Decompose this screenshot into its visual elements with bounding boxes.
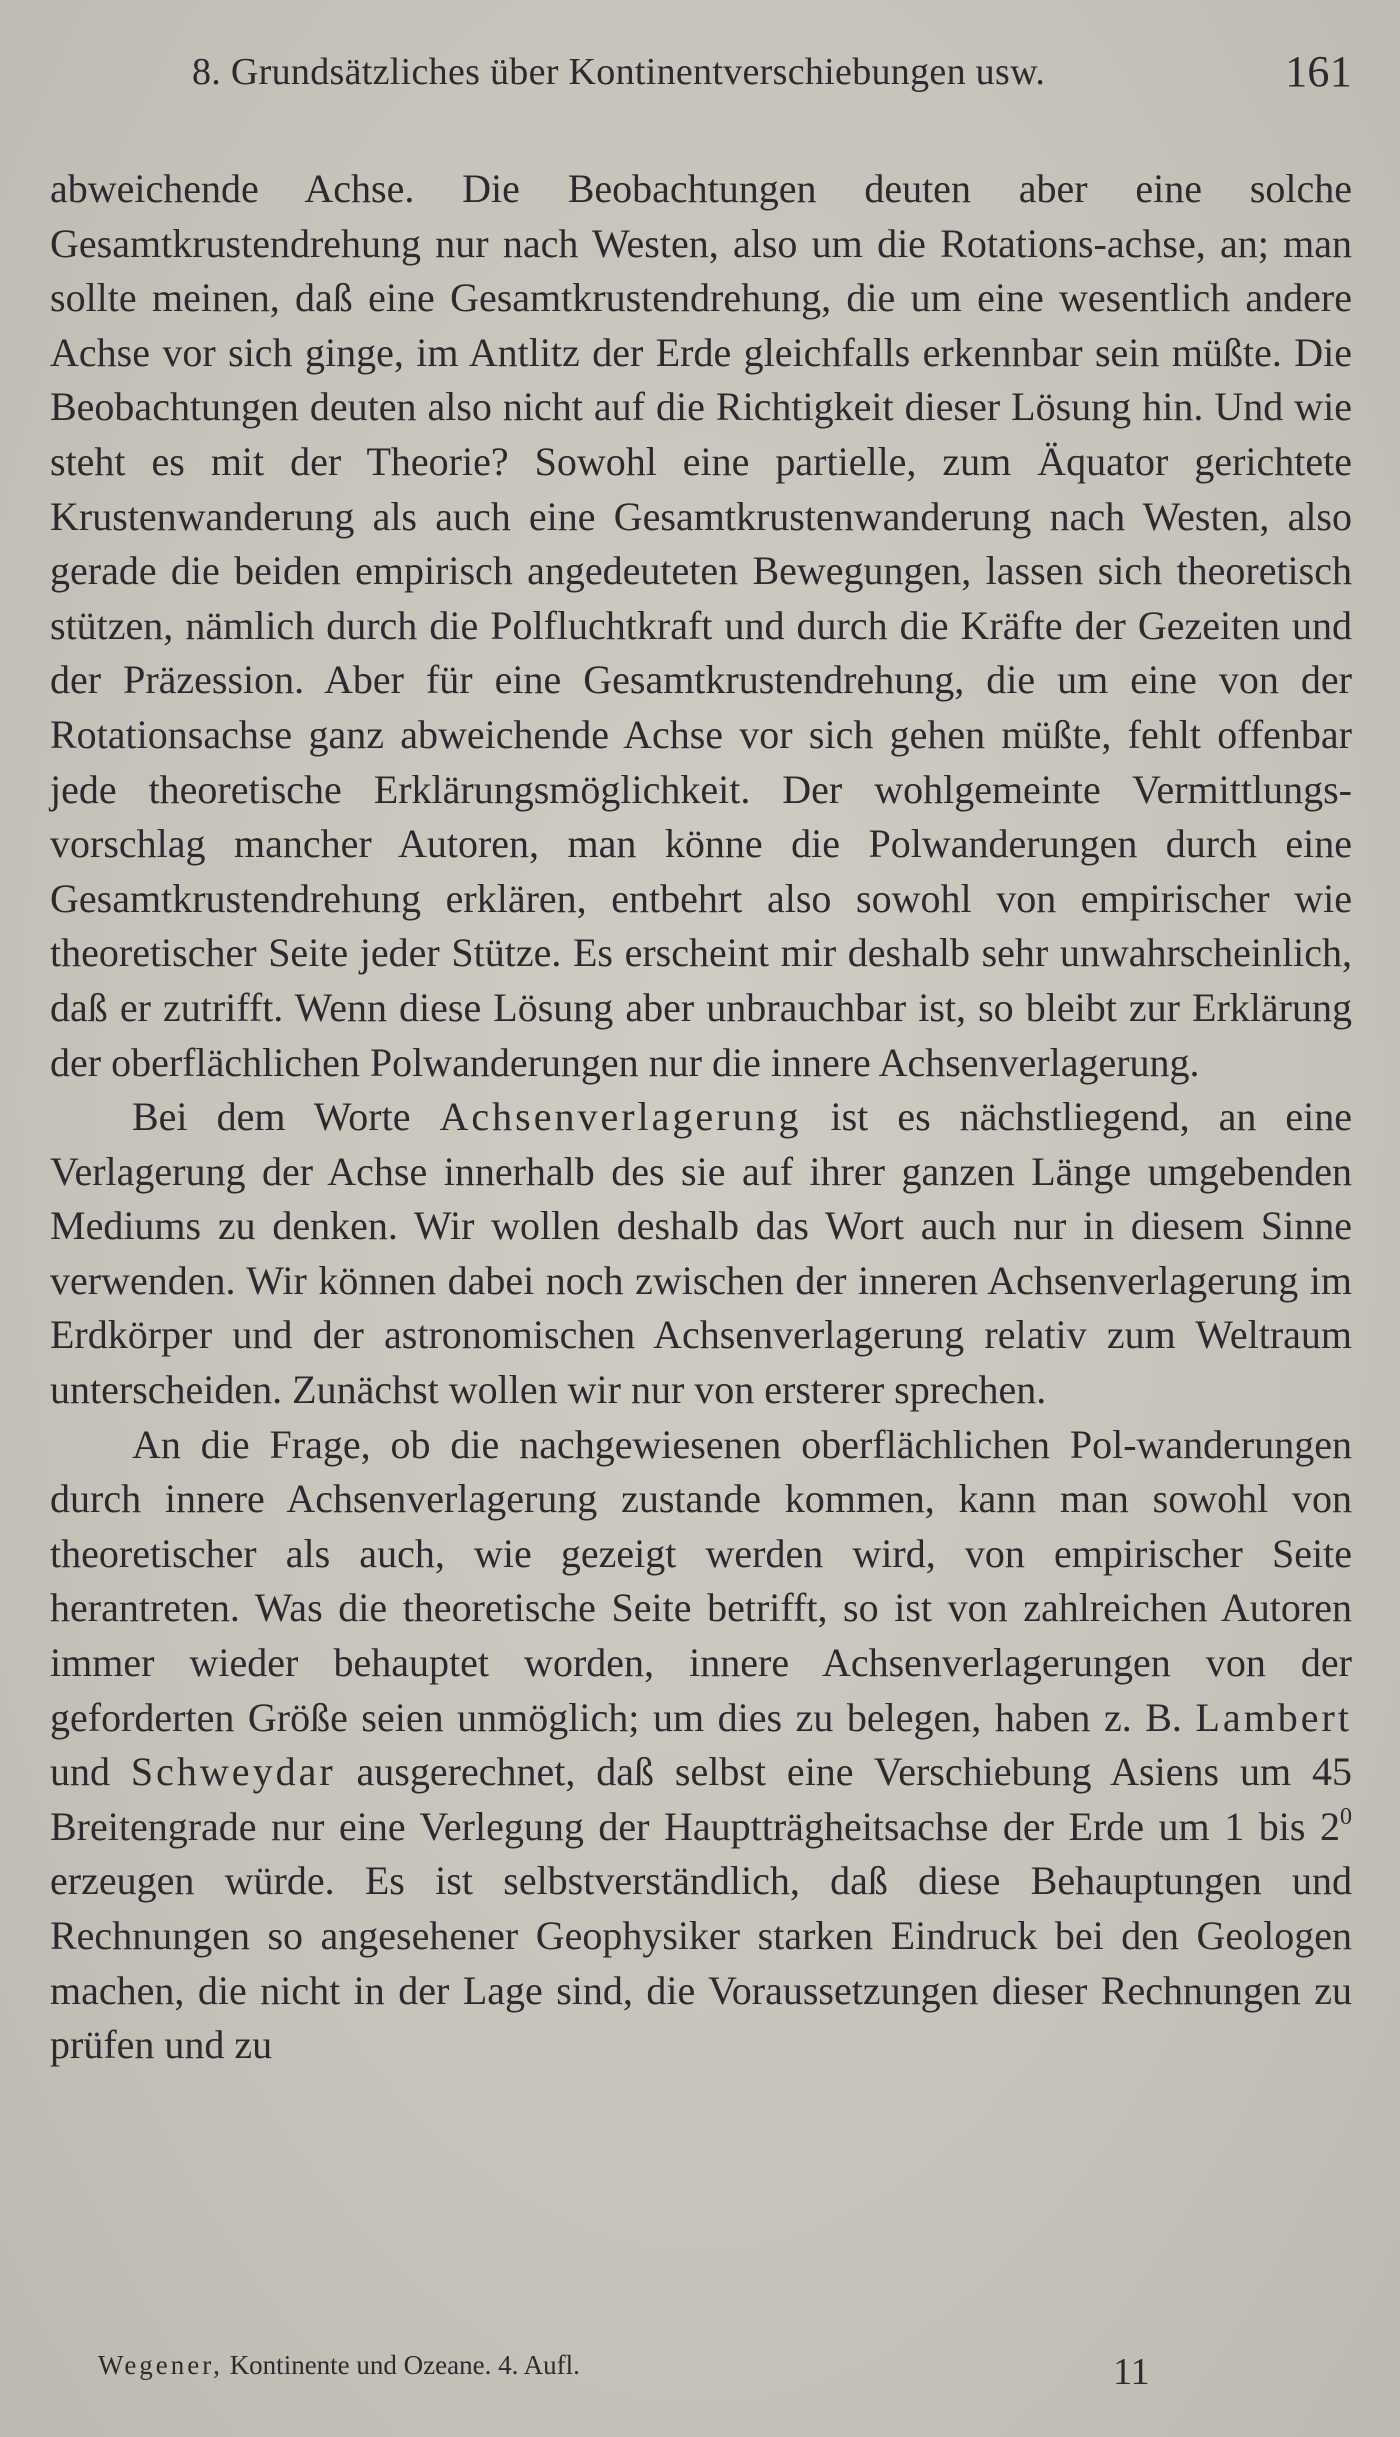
author-name-lambert: Lambert	[1195, 1694, 1352, 1740]
page-number: 161	[1285, 47, 1352, 96]
text-segment: abweichende Achse. Die Beobachtungen deuten aber eine solche Gesamtkrustendrehung nur nach Westen, also um die Rotations-achse, an; man sollte meinen, daß eine Gesamtkrustendrehung, die um eine wesentlich andere Achse vor sich ginge, im Antlitz der Erde gleichfalls erkennbar sein müßte. Die Beobachtungen deuten also nicht auf die Richtigkeit dieser Lösung hin. Und wie steht es mit der Theorie? Sowohl eine partielle, zum Äquator gerichtete Krustenwanderung als auch eine Gesamtkrustenwanderung nach Westen, also gerade die beiden empirisch angedeuteten Bewegungen, lassen sich theoretisch stützen, nämlich durch die Polfluchtkraft und durch die Kräfte der Gezeiten und der Präzession. Aber für eine Gesamtkrustendrehung, die um eine von der Rotationsachse ganz abweichende Achse vor sich gehen müßte, fehlt offenbar jede theoretische Erklärungsmöglichkeit. Der wohlgemeinte Vermittlungs-vorschlag mancher Autoren, man könne die Polwanderungen durch eine Gesamtkrustendrehung erklären, entbehrt also sowohl von empirischer wie theoretischer Seite jeder Stütze. Es erscheint mir deshalb sehr unwahrscheinlich, daß er zutrifft. Wenn diese Lösung aber unbrauchbar ist, so bleibt zur Erklärung der oberflächlichen Polwanderungen nur die innere Achsenverlagerung.	[50, 166, 1352, 1085]
paragraph-1	[50, 162, 1352, 1090]
printer-signature-mark: 11	[1113, 2351, 1150, 2393]
degree-superscript: 0	[1340, 1803, 1352, 1830]
text-segment: ist es nächstliegend, an eine Verlagerung der Achse innerhalb des sie auf ihrer ganzen Länge umgebenden Mediums zu denken. Wir wollen deshalb das Wort auch nur in diesem Sinne verwenden. Wir können dabei noch zwischen der inneren Achsenverlagerung im Erdkörper und der astronomischen Achsenverlagerung relativ zum Weltraum unterscheiden. Zunächst wollen wir nur von ersterer sprechen.	[50, 1094, 1352, 1413]
text-segment: Bei dem Worte	[132, 1094, 440, 1140]
footer-author: Wegener,	[98, 2350, 223, 2380]
spaced-term-achsenverlagerung: Achsenverlagerung	[439, 1094, 802, 1140]
text-segment: ausgerechnet, daß selbst eine Verschiebung Asiens um 45 Breitengrade nur eine Verlegung der Hauptträgheitsachse der Erde um 1 bis 2	[50, 1749, 1353, 1849]
chapter-title: 8. Grundsätzliches über Kontinentverschiebungen usw.	[192, 51, 1046, 93]
author-name-schweydar: Schweydar	[130, 1749, 336, 1795]
body-text	[50, 162, 1352, 2073]
footer-edition: 4. Aufl.	[498, 2350, 580, 2380]
footer-book-title: Kontinente und Ozeane.	[229, 2350, 492, 2380]
text-segment: An die Frage, ob die nachgewiesenen oberflächlichen Pol-wanderungen durch innere Achsenverlagerung zustande kommen, kann man sowohl von theoretischer als auch, wie gezeigt werden wird, von empirischer Seite herantreten. Was die theoretische Seite betrifft, so ist von zahlreichen Autoren immer wieder behauptet worden, innere Achsenverlagerungen von der geforderten Größe seien unmöglich; um dies zu belegen, haben z. B.	[50, 1421, 1352, 1740]
page-footer	[98, 2350, 1198, 2400]
running-head	[192, 47, 1352, 106]
paragraph-2	[50, 1090, 1352, 1418]
text-segment: und	[50, 1749, 131, 1795]
paragraph-3	[50, 1418, 1352, 2073]
text-segment: erzeugen würde. Es ist selbstverständlich, daß diese Behauptungen und Rechnungen so angesehener Geophysiker starken Eindruck bei den Geologen machen, die nicht in der Lage sind, die Voraussetzungen dieser Rechnungen zu prüfen und zu	[50, 1858, 1352, 2068]
